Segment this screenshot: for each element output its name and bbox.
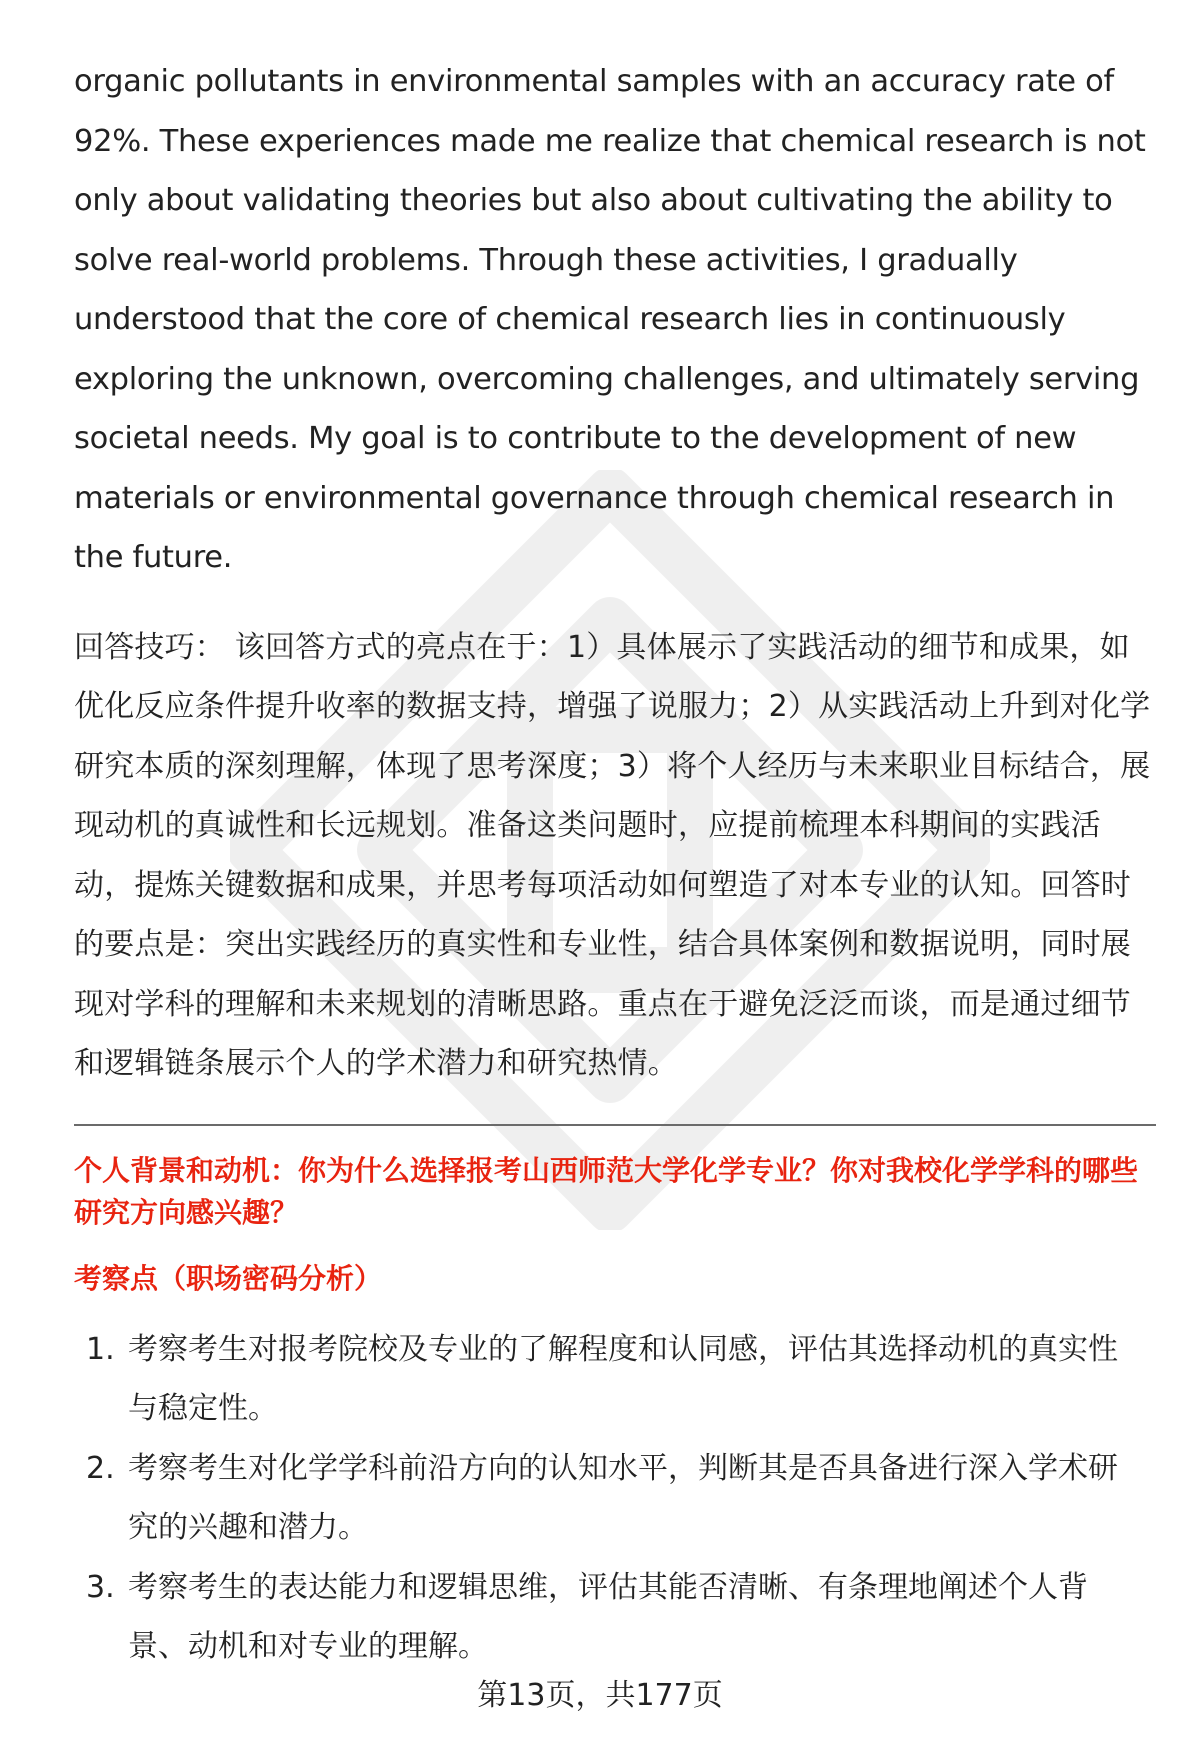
tip-label: 回答技巧： (74, 629, 225, 665)
answer-tip (74, 618, 1154, 1094)
list-item-number: 3. (86, 1569, 115, 1605)
answer-paragraph: organic pollutants in environmental samples with an accuracy rate of 92%. These experiences made me realize that chemical research is not only about validating theories but also about cultivating the ability to solve real-world problems. Through these activities, I gradually understood that the core of chemical research lies in continuously exploring the unknown, overcoming challenges, and ultimately serving societal needs. My goal is to contribute to the development of new materials or environmental governance through chemical research in the future. (74, 64, 1146, 575)
page-number-footer: 第13页，共177页 (477, 1678, 723, 1713)
list-item-number: 1. (86, 1331, 115, 1367)
list-item (74, 1320, 1154, 1439)
list-item-number: 2. (86, 1450, 115, 1486)
list-item-text: 考察考生的表达能力和逻辑思维，评估其能否清晰、有条理地阐述个人背景、动机和对专业的理解。 (128, 1569, 1088, 1664)
list-item (74, 1558, 1154, 1677)
section-divider (74, 1124, 1156, 1126)
list-item (74, 1439, 1154, 1558)
points-list (74, 1320, 1154, 1677)
list-item-text: 考察考生对报考院校及专业的了解程度和认同感，评估其选择动机的真实性与稳定性。 (128, 1331, 1118, 1426)
list-item-text: 考察考生对化学学科前沿方向的认知水平，判断其是否具备进行深入学术研究的兴趣和潜力。 (128, 1450, 1118, 1545)
section-title: 考察点（职场密码分析） (74, 1261, 383, 1295)
page-content (74, 52, 1154, 1677)
tip-text: 该回答方式的亮点在于：1）具体展示了实践活动的细节和成果，如优化反应条件提升收率的数据支持，增强了说服力；2）从实践活动上升到对化学研究本质的深刻理解，体现了思考深度；3）将个人经历与未来职业目标结合，展现动机的真诚性和长远规划。准备这类问题时，应提前梳理本科期间的实践活动，提炼关键数据和成果，并思考每项活动如何塑造了对本专业的认知。回答时的要点是：突出实践经历的真实性和专业性，结合具体案例和数据说明，同时展现对学科的理解和未来规划的清晰思路。重点在于避免泛泛而谈，而是通过细节和逻辑链条展示个人的学术潜力和研究热情。 (74, 629, 1151, 1081)
question-title: 个人背景和动机：你为什么选择报考山西师范大学化学专业？你对我校化学学科的哪些研究方向感兴趣？ (74, 1153, 1139, 1229)
